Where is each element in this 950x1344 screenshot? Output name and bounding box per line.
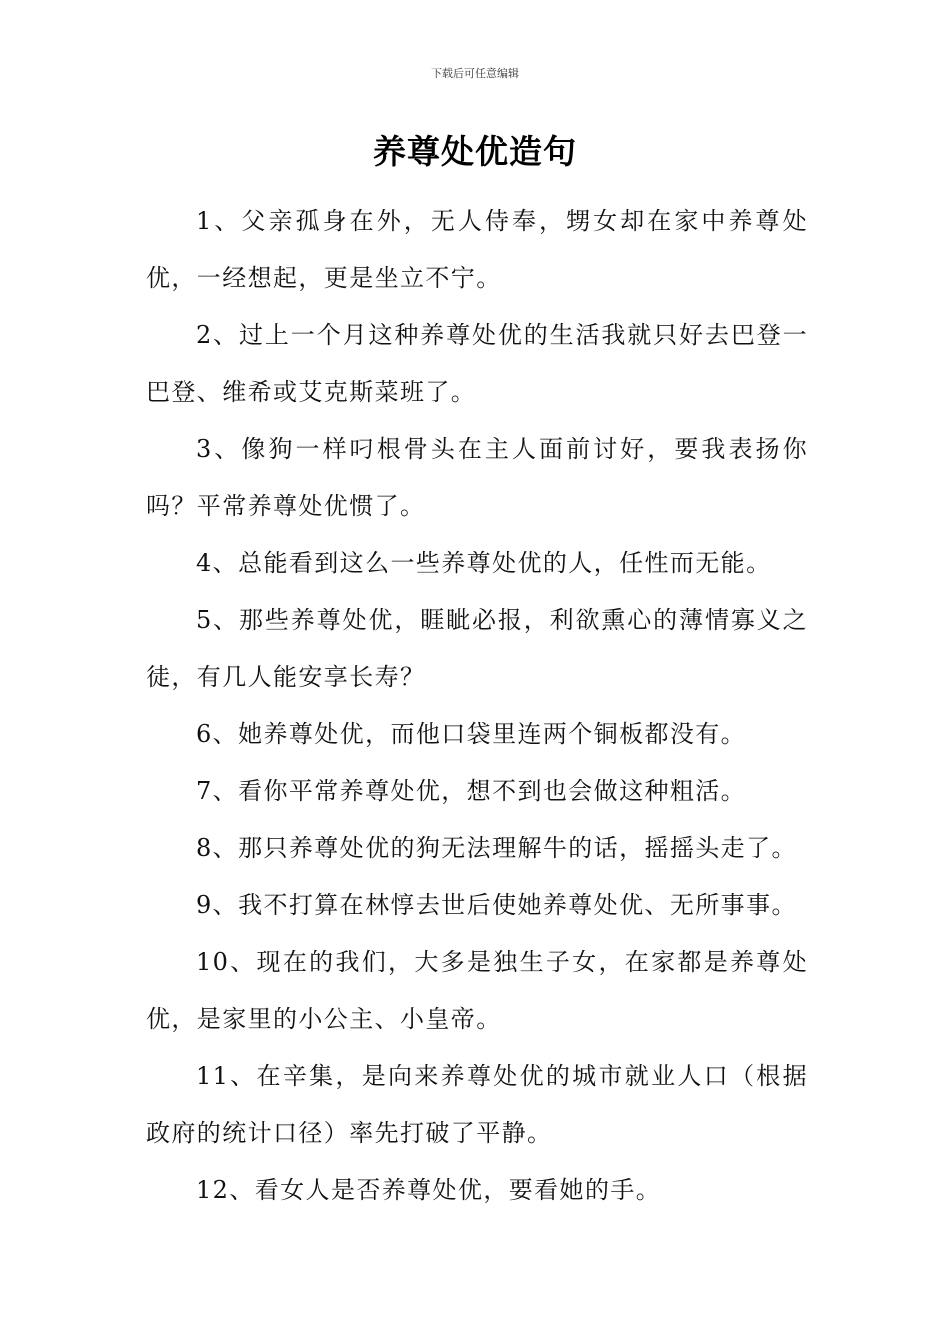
sentence-11: 11、在辛集，是向来养尊处优的城市就业人口（根据政府的统计口径）率先打破了平静。 bbox=[146, 1062, 808, 1147]
document-body bbox=[146, 193, 808, 1219]
sentence-2: 2、过上一个月这种养尊处优的生活我就只好去巴登一巴登、维希或艾克斯菜班了。 bbox=[146, 321, 808, 406]
sentence-4: 4、总能看到这么一些养尊处优的人，任性而无能。 bbox=[196, 549, 772, 577]
sentence-9: 9、我不打算在林惇去世后使她养尊处优、无所事事。 bbox=[196, 891, 797, 919]
sentence-7: 7、看你平常养尊处优，想不到也会做这种粗活。 bbox=[196, 777, 747, 805]
sentence-12: 12、看女人是否养尊处优，要看她的手。 bbox=[196, 1176, 662, 1204]
sentence-3: 3、像狗一样叼根骨头在主人面前讨好，要我表扬你吗？平常养尊处优惯了。 bbox=[146, 435, 808, 520]
document-title: 养尊处优造句 bbox=[373, 132, 577, 171]
header-note: 下载后可任意编辑 bbox=[431, 67, 519, 80]
sentence-1: 1、父亲孤身在外，无人侍奉，甥女却在家中养尊处优，一经想起，更是坐立不宁。 bbox=[146, 207, 808, 292]
sentence-6: 6、她养尊处优，而他口袋里连两个铜板都没有。 bbox=[196, 720, 747, 748]
sentence-5: 5、那些养尊处优，睚眦必报，利欲熏心的薄情寡义之徒，有几人能安享长寿？ bbox=[146, 606, 808, 691]
sentence-10: 10、现在的我们，大多是独生子女，在家都是养尊处优，是家里的小公主、小皇帝。 bbox=[146, 948, 808, 1033]
sentence-8: 8、那只养尊处优的狗无法理解牛的话，摇摇头走了。 bbox=[196, 834, 797, 862]
